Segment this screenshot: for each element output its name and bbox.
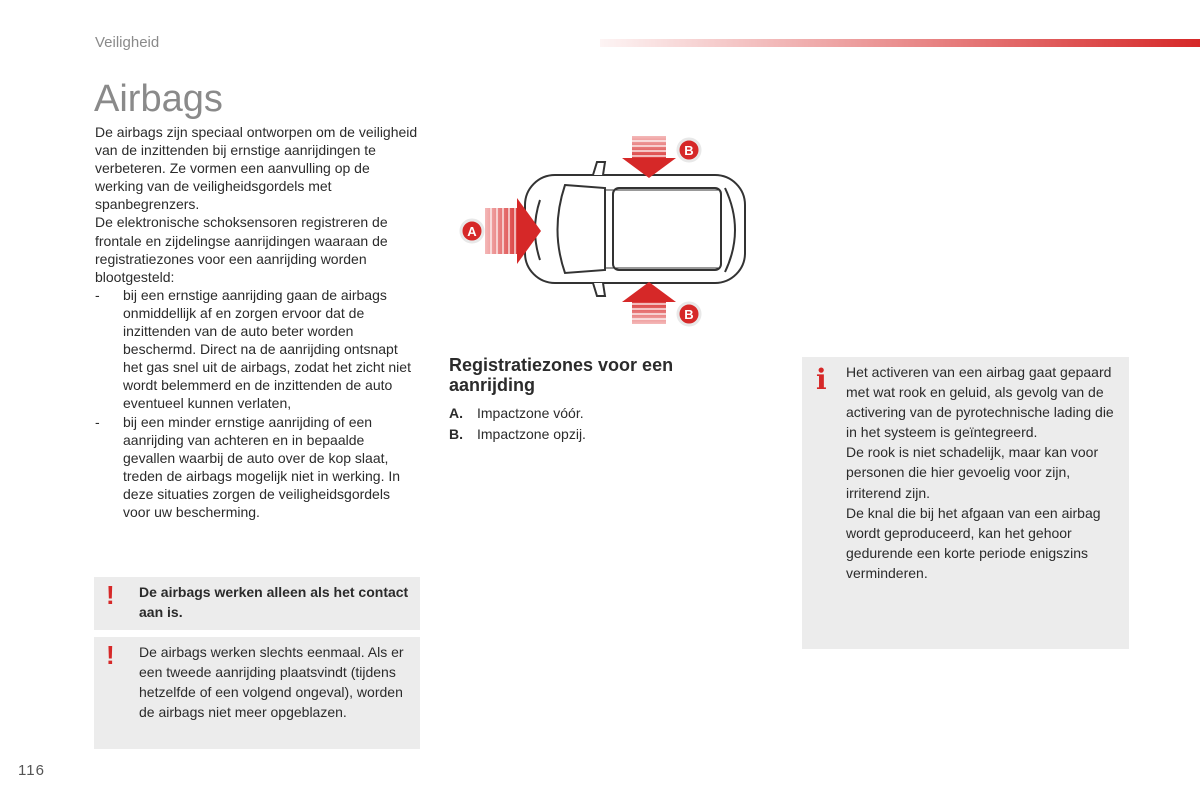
zones-list	[449, 403, 586, 445]
zone-key: B.	[449, 426, 463, 442]
info-paragraph-2: De rook is niet schadelijk, maar kan voor personen die hier gevoelig voor zijn, irriterend zijn.	[846, 444, 1099, 501]
list-item	[449, 403, 586, 424]
label-b-bottom-badge	[678, 303, 700, 325]
page-title: Airbags	[94, 78, 223, 120]
car-outline	[525, 162, 745, 296]
header-accent-bar	[600, 39, 1200, 47]
warning-box-once	[94, 637, 420, 749]
warning-icon: !	[106, 640, 115, 670]
intro-text	[95, 123, 420, 521]
bullet-text: bij een minder ernstige aanrijding of een aanrijding van achteren en in bepaalde gevallen waarbij de auto over de kop slaat, treden de airbags mogelijk niet in werking. In deze situaties zorgen de veiligheidsgordels voor uw bescherming.	[123, 413, 401, 520]
info-paragraph-3: De knal die bij het afgaan van een airbag wordt geproduceerd, kan het gehoor gedurende een korte periode enigszins verminderen.	[846, 504, 1101, 581]
impact-arrow-side-top	[622, 136, 676, 178]
label-b-top-badge	[678, 139, 700, 161]
info-text	[846, 362, 1121, 583]
zone-text: Impactzone vóór.	[477, 405, 584, 421]
bullet-dash: -	[95, 413, 100, 430]
impact-arrow-side-bottom	[622, 282, 676, 324]
bullet-text: bij een ernstige aanrijding gaan de airbags onmiddellijk af en zorgen ervoor dat de inzittenden van de auto beter worden beschermd. Direct na de aanrijding ontsnapt het gas snel uit de airbags, zodat het zicht niet wordt belemmerd en de inzittenden de auto eventueel kunnen verlaten,	[123, 286, 411, 412]
bullet-dash: -	[95, 286, 100, 303]
section-header: Veiligheid	[95, 34, 160, 51]
intro-paragraph-1: De airbags zijn speciaal ontworpen om de veiligheid van de inzittenden bij ernstige aanrijdingen te verbeteren. Ze vormen een aanvulling op de werking van de veiligheidsgordels met spanbegrenzers.	[95, 124, 418, 213]
zone-text: Impactzone opzij.	[477, 426, 586, 442]
list-item	[95, 286, 420, 413]
label-a-badge	[461, 220, 483, 242]
intro-paragraph-2: De elektronische schoksensoren registreren de frontale en zijdelingse aanrijdingen waaraan de registratiezones voor een aanrijding worden blootgesteld:	[95, 214, 388, 285]
warning-icon: !	[106, 580, 115, 610]
info-icon: i	[816, 363, 827, 396]
zones-title: Registratiezones voor een aanrijding	[449, 355, 674, 395]
list-item	[95, 413, 420, 522]
info-paragraph-1: Het activeren van een airbag gaat gepaard met wat rook en geluid, als gevolg van de activering van de pyrotechnische lading die in het systeem is geïntegreerd.	[846, 364, 1114, 441]
warning-text: De airbags werken alleen als het contact aan is.	[139, 584, 409, 620]
warning-text: De airbags werken slechts eenmaal. Als er een tweede aanrijding plaatsvindt (tijdens hetzelfde of een volgend ongeval), worden de airbags niet meer opgeblazen.	[139, 644, 404, 720]
list-item	[449, 424, 586, 445]
warning-box-contact	[94, 577, 420, 630]
info-box	[802, 357, 1129, 649]
label-a: A	[467, 224, 477, 239]
label-b-top: B	[684, 143, 694, 158]
label-b-bottom: B	[684, 307, 694, 322]
car-impact-diagram	[455, 130, 765, 330]
zone-key: A.	[449, 405, 463, 421]
page-number: 116	[18, 762, 45, 779]
